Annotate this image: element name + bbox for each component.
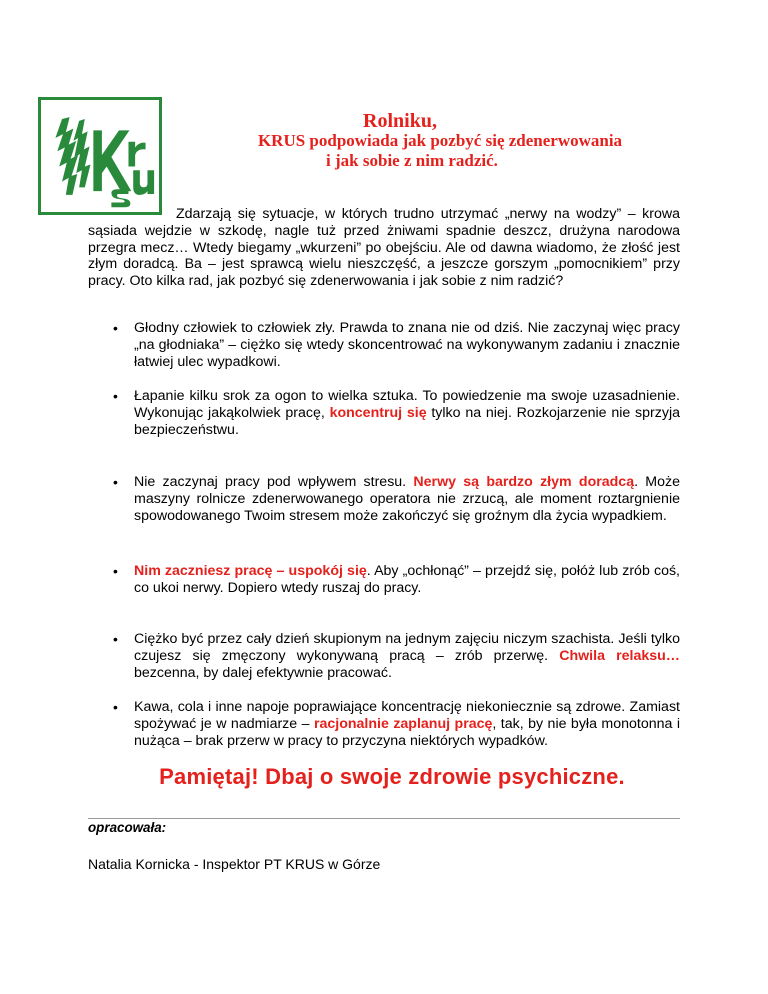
author-line: Natalia Kornicka - Inspektor PT KRUS w Górze (88, 856, 381, 872)
prepared-by-label: opracowała: (88, 820, 167, 835)
list-item-highlight: Nerwy są bardzo złym doradcą (413, 474, 635, 490)
remember-heading: Pamiętaj! Dbaj o swoje zdrowie psychiczne. (159, 764, 625, 789)
list-item (88, 699, 680, 750)
list-item-text: Nie zaczynaj pracy pod wpływem stresu. (134, 474, 414, 490)
list-item-text-after: . Może maszyny rolnicze zdenerwowanego operatora nie zrzucą, ale moment roztargnienie spowodowanego Twoim stresem może zakończyć się groźnym dla życia wypadkiem. (134, 474, 680, 524)
bullet-icon: • (113, 631, 118, 647)
list-item (88, 563, 680, 597)
bullet-icon: • (113, 320, 118, 336)
divider (88, 818, 680, 819)
header-title: Rolniku, (363, 110, 437, 132)
list-item-text-after: bezcenna, by dalej efektywnie pracować. (134, 665, 392, 681)
list-item (88, 320, 680, 371)
list-item-text: Głodny człowiek to człowiek zły. Prawda to znana nie od dziś. Nie zaczynaj więc pracy „na głodniaka” – ciężko się wtedy skoncentrować na wykonywanym zadaniu i znacznie łatwiej ulec wypadkowi. (134, 320, 680, 370)
intro-paragraph: Zdarzają się sytuacje, w których trudno utrzymać „nerwy na wodzy” – krowa sąsiada wejdzie w szkodę, nagle tuż przed żniwami spadnie deszcz, drużyna narodowa przegra mecz… Wtedy biegamy „wkurzeni” po obejściu. Ale od dawna wiadomo, że złość jest złym doradcą. Ba – jest sprawcą wielu nieszczęść, a jeszcze gorszym „pomocnikiem” przy pracy. Oto kilka rad, jak pozbyć się zdenerwowania i jak sobie z nim radzić? (88, 206, 680, 290)
header-subtitle-line1: KRUS podpowiada jak pozbyć się zdenerwowania (257, 131, 623, 150)
bullet-icon: • (113, 563, 118, 579)
list-item-text: Kawa, cola i inne napoje poprawiające koncentrację niekoniecznie są zdrowe. Zamiast spożywać je w nadmiarze – (134, 699, 680, 732)
list-item-highlight: koncentruj się (329, 405, 427, 421)
list-item-text: Ciężko być przez cały dzień skupionym na jednym zajęciu niczym szachista. Jeśli tylko czujesz się zmęczony wykonywaną pracą – zrób przerwę. (134, 631, 680, 664)
list-item-text-after: . Aby „ochłonąć” – przejdź się, połóż lub zrób coś, co ukoi nerwy. Dopiero wtedy ruszaj do pracy. (134, 563, 680, 596)
bullet-icon: • (113, 388, 118, 404)
header-subtitle-line2: i jak sobie z nim radzić. (326, 151, 498, 170)
list-item-highlight: Nim zaczniesz pracę – uspokój się (134, 563, 367, 579)
list-item-text-after: tylko na niej. Rozkojarzenie nie sprzyja bezpieczeństwu. (134, 405, 680, 438)
list-item (88, 388, 680, 439)
bullet-icon: • (113, 474, 118, 490)
list-item (88, 474, 680, 525)
list-item-highlight: racjonalnie zaplanuj pracę (313, 716, 493, 732)
list-item-text: Łapanie kilku srok za ogon to wielka sztuka. To powiedzenie ma swoje uzasadnienie. Wykonując jakąkolwiek pracę, (134, 388, 680, 421)
list-item-text-after: , tak, by nie była monotonna i nużąca – brak przerw w pracy to przyczyna niektórych wypadków. (134, 716, 681, 749)
list-item (88, 631, 680, 682)
list-item-highlight: Chwila relaksu… (559, 648, 680, 664)
bullet-icon: • (113, 699, 118, 715)
